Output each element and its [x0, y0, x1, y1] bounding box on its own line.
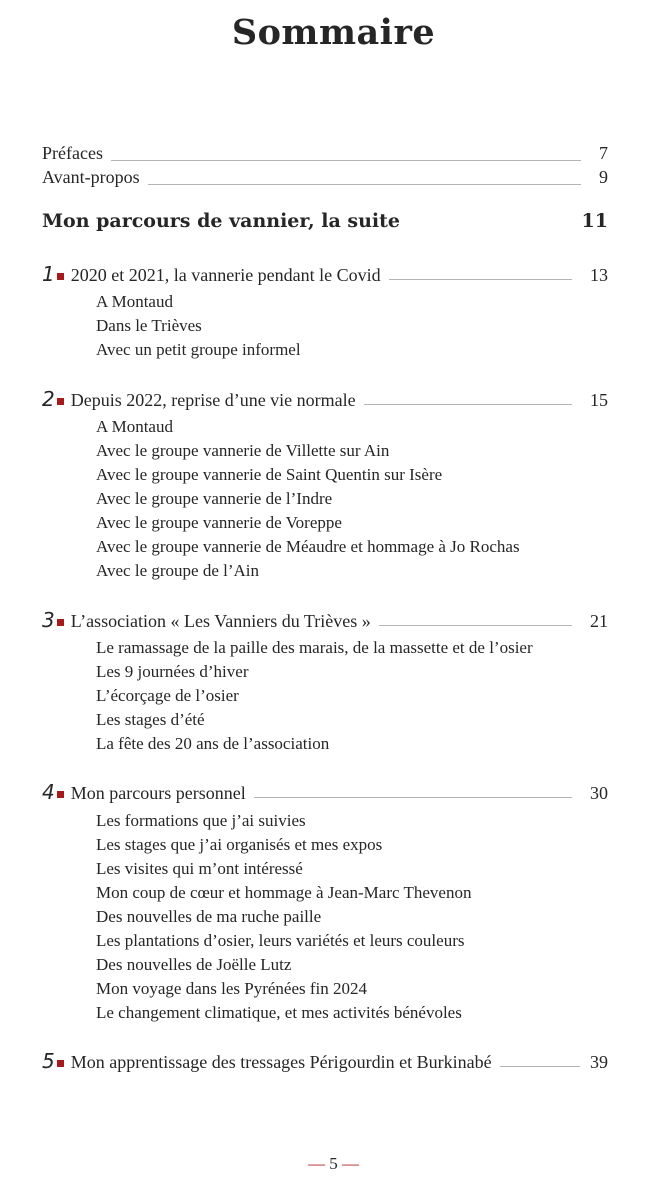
section-item[interactable]: Les formations que j’ai suivies [96, 811, 306, 830]
chapter-label: 2020 et 2021, la vannerie pendant le Covid [70, 265, 381, 285]
chapter-label: Mon apprentissage des tressages Périgourdin et Burkinabé [70, 1052, 492, 1072]
toc-entry-prefaces[interactable] [42, 143, 608, 165]
chapter-number: 4 [42, 780, 55, 804]
section-item[interactable]: L’écorçage de l’osier [96, 686, 239, 705]
part-page: 11 [581, 210, 608, 232]
footer-page-number: 5 [329, 1154, 338, 1173]
section-item[interactable]: Avec le groupe vannerie de Voreppe [96, 513, 342, 532]
section-item[interactable]: Des nouvelles de ma ruche paille [96, 907, 322, 926]
section-item[interactable]: Les 9 journées d’hiver [96, 662, 249, 681]
chapter-page: 13 [590, 265, 608, 285]
section-item[interactable]: Mon coup de cœur et hommage à Jean-Marc Thevenon [96, 883, 472, 902]
chapter-number: 1 [42, 262, 55, 286]
toc-chapter-4[interactable] [42, 780, 608, 802]
section-item[interactable]: Avec le groupe vannerie de Saint Quentin sur Isère [96, 465, 443, 484]
square-bullet-icon [57, 398, 64, 405]
section-item[interactable]: Avec le groupe vannerie de Villette sur Ain [96, 441, 390, 460]
square-bullet-icon [57, 273, 64, 280]
chapter-number: 5 [42, 1049, 55, 1073]
chapter-3-sections [96, 636, 616, 756]
section-item[interactable]: Avec le groupe vannerie de l’Indre [96, 489, 333, 508]
section-item[interactable]: Les stages que j’ai organisés et mes expos [96, 835, 383, 854]
toc-chapter-2[interactable] [42, 387, 608, 409]
chapter-4-sections [96, 809, 616, 1025]
chapter-page: 15 [590, 390, 608, 410]
toc-chapter-3[interactable] [42, 608, 608, 630]
toc-chapter-1[interactable] [42, 262, 608, 284]
toc-entry-label: Avant-propos [42, 167, 140, 187]
section-item[interactable]: Avec un petit groupe informel [96, 340, 301, 359]
toc-part-heading[interactable] [42, 210, 608, 232]
chapter-page: 39 [590, 1052, 608, 1072]
section-item[interactable]: A Montaud [96, 292, 173, 311]
dot-leader [364, 404, 572, 405]
part-label: Mon parcours de vannier, la suite [42, 210, 400, 232]
footer-dash-left: — [308, 1154, 325, 1173]
toc-entry-page: 9 [599, 167, 608, 187]
chapter-label: L’association « Les Vanniers du Trièves » [70, 611, 371, 631]
section-item[interactable]: Avec le groupe vannerie de Méaudre et hommage à Jo Rochas [96, 537, 520, 556]
section-item[interactable]: Mon voyage dans les Pyrénées fin 2024 [96, 979, 368, 998]
toc-chapter-5[interactable] [42, 1049, 608, 1071]
page-title: Sommaire [231, 12, 436, 53]
dot-leader [111, 160, 581, 161]
section-item[interactable]: La fête des 20 ans de l’association [96, 734, 330, 753]
section-item[interactable]: Avec le groupe de l’Ain [96, 561, 260, 580]
section-item[interactable]: Des nouvelles de Joëlle Lutz [96, 955, 292, 974]
section-item[interactable]: Dans le Trièves [96, 316, 202, 335]
chapter-page: 21 [590, 611, 608, 631]
dot-leader [500, 1066, 580, 1067]
chapter-1-sections [96, 290, 616, 362]
chapter-number: 3 [42, 608, 55, 632]
toc-entry-avant-propos[interactable] [42, 167, 608, 189]
dot-leader [389, 279, 572, 280]
dot-leader [379, 625, 572, 626]
chapter-page: 30 [590, 783, 608, 803]
section-item[interactable]: Le changement climatique, et mes activités bénévoles [96, 1003, 462, 1022]
page-number-footer [0, 1154, 667, 1174]
chapter-number: 2 [42, 387, 55, 411]
square-bullet-icon [57, 791, 64, 798]
square-bullet-icon [57, 619, 64, 626]
chapter-label: Mon parcours personnel [70, 783, 246, 803]
footer-dash-right: — [342, 1154, 359, 1173]
section-item[interactable]: Le ramassage de la paille des marais, de la massette et de l’osier [96, 638, 533, 657]
dot-leader [254, 797, 572, 798]
section-item[interactable]: Les stages d’été [96, 710, 205, 729]
section-item[interactable]: Les plantations d’osier, leurs variétés et leurs couleurs [96, 931, 465, 950]
dot-leader [148, 184, 581, 185]
section-item[interactable]: A Montaud [96, 417, 173, 436]
toc-entry-page: 7 [599, 143, 608, 163]
section-item[interactable]: Les visites qui m’ont intéressé [96, 859, 303, 878]
chapter-2-sections [96, 415, 616, 583]
chapter-label: Depuis 2022, reprise d’une vie normale [70, 390, 356, 410]
toc-entry-label: Préfaces [42, 143, 103, 163]
square-bullet-icon [57, 1060, 64, 1067]
